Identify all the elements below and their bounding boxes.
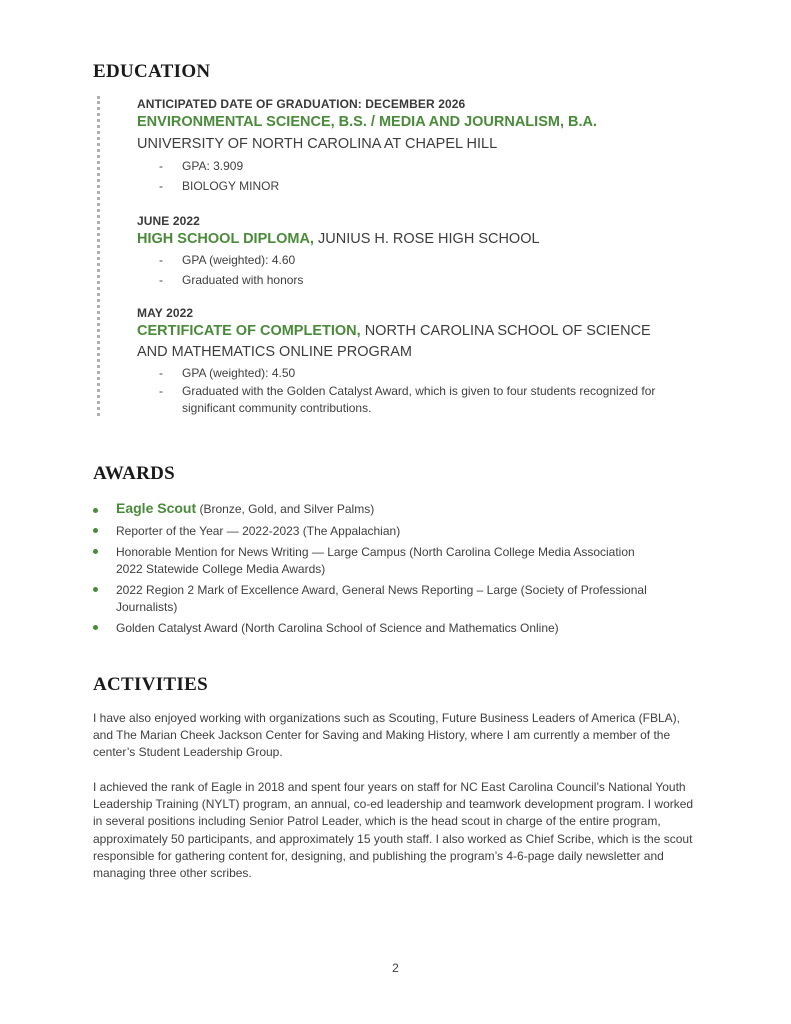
education-details (137, 252, 697, 289)
education-entry-high-school (137, 213, 697, 289)
dash-marker: - (159, 273, 163, 287)
activities-paragraph: I have also enjoyed working with organizations such as Scouting, Future Business Leaders of America (FBLA), and The Marian Cheek Jackson Center for Saving and Making History, where I am currently a member of the center’s Student Leadership Group. (93, 711, 680, 760)
education-details (137, 158, 697, 195)
bullet-dot (93, 528, 98, 533)
award-highlight: Eagle Scout (116, 500, 197, 516)
education-detail-item: - GPA (weighted): 4.50 (159, 366, 296, 380)
bullet-dot (93, 587, 98, 592)
awards-list (93, 500, 653, 642)
bullet-dot (93, 549, 98, 554)
education-degree-line (137, 321, 677, 363)
awards-heading: AWARDS (93, 463, 176, 484)
education-detail-item: - GPA (weighted): 4.60 (159, 253, 296, 267)
dash-marker: - (159, 366, 163, 380)
education-date: ANTICIPATED DATE OF GRADUATION: DECEMBER 2026 (137, 97, 466, 111)
education-date: MAY 2022 (137, 306, 194, 320)
education-institution: UNIVERSITY OF NORTH CAROLINA AT CHAPEL HILL (137, 136, 498, 152)
award-item: Reporter of the Year — 2022-2023 (The Appalachian) (93, 523, 653, 540)
activities-paragraph: I achieved the rank of Eagle in 2018 and spent four years on staff for NC East Carolina Council’s National Youth Leadership Training (NYLT) program, an annual, co-ed leadership and teamwork development program. I worked in several positions including Senior Patrol Leader, which is the head scout in charge of the entire program, approximately 50 participants, and approximately 15 youth staff. I also worked as Chief Scribe, which is the scout responsible for gathering content for, designing, and publishing the program’s 4-6-page daily newsletter and managing three other scribes. (93, 780, 694, 881)
education-institution: NORTH CAROLINA SCHOOL OF SCIENCE AND MATHEMATICS ONLINE PROGRAM (137, 323, 651, 360)
award-item: Honorable Mention for News Writing — Large Campus (North Carolina College Media Association 2022 Statewide College Media Awards) (93, 544, 653, 577)
education-detail-item: - Graduated with the Golden Catalyst Award, which is given to four students recognized for significant community contributions. (159, 384, 656, 415)
award-item: Golden Catalyst Award (North Carolina School of Science and Mathematics Online) (93, 620, 653, 637)
education-details (137, 365, 697, 417)
dash-marker: - (159, 253, 163, 267)
education-detail-item: - BIOLOGY MINOR (159, 179, 280, 193)
award-item: Eagle Scout (Bronze, Gold, and Silver Palms) (93, 500, 653, 518)
education-dotted-rail (97, 96, 100, 416)
education-detail-item: - Graduated with honors (159, 273, 304, 287)
bullet-dot (93, 508, 98, 513)
education-heading: EDUCATION (93, 61, 211, 82)
dash-marker: - (159, 159, 163, 173)
education-date: JUNE 2022 (137, 214, 200, 228)
education-entry-unc (137, 96, 697, 195)
dash-marker: - (159, 179, 163, 193)
education-degree: HIGH SCHOOL DIPLOMA, (137, 231, 314, 247)
bullet-dot (93, 625, 98, 630)
education-degree: CERTIFICATE OF COMPLETION, (137, 323, 361, 339)
education-degree: ENVIRONMENTAL SCIENCE, B.S. / MEDIA AND JOURNALISM, B.A. (137, 114, 597, 130)
education-institution: JUNIUS H. ROSE HIGH SCHOOL (313, 231, 540, 247)
award-item: 2022 Region 2 Mark of Excellence Award, General News Reporting – Large (Society of Professional Journalists) (93, 582, 653, 615)
education-degree-line (137, 229, 697, 250)
dash-marker: - (159, 384, 163, 398)
education-entry-ncssm (137, 305, 697, 417)
page-number: 2 (392, 961, 399, 975)
activities-heading: ACTIVITIES (93, 674, 208, 695)
education-detail-item: - GPA: 3.909 (159, 159, 244, 173)
